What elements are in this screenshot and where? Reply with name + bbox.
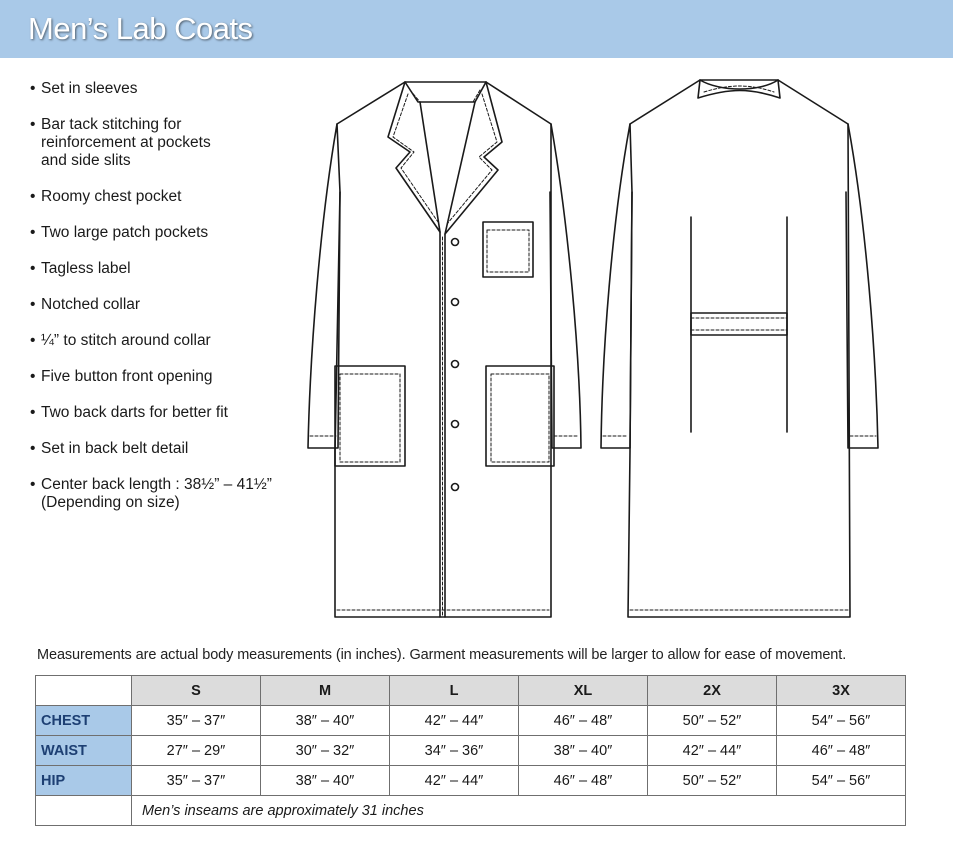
feature-item: • Set in back belt detail — [30, 440, 330, 458]
feature-list — [30, 80, 330, 530]
table-cell: 34″ – 36″ — [390, 736, 519, 766]
size-col-3x: 3X — [777, 676, 906, 706]
inseam-note: Men’s inseams are approximately 31 inches — [132, 796, 906, 826]
table-corner-cell — [36, 676, 132, 706]
size-col-s: S — [132, 676, 261, 706]
table-row — [36, 766, 906, 796]
size-col-l: L — [390, 676, 519, 706]
table-cell: 38″ – 40″ — [519, 736, 648, 766]
table-cell: 30″ – 32″ — [261, 736, 390, 766]
feature-item: • Five button front opening — [30, 368, 330, 386]
feature-item: • Two back darts for better fit — [30, 404, 330, 422]
table-cell: 50″ – 52″ — [648, 706, 777, 736]
table-cell: 38″ – 40″ — [261, 706, 390, 736]
lab-coat-illustration — [300, 72, 890, 632]
feature-item: • Center back length : 38½” – 41½” (Depending on size) — [30, 476, 330, 512]
size-col-xl: XL — [519, 676, 648, 706]
table-cell: 38″ – 40″ — [261, 766, 390, 796]
table-cell: 46″ – 48″ — [519, 766, 648, 796]
feature-item: • Bar tack stitching for reinforcement at pockets and side slits — [30, 116, 330, 170]
table-cell: 42″ – 44″ — [390, 766, 519, 796]
back-view-drawing — [601, 80, 878, 617]
size-col-m: M — [261, 676, 390, 706]
table-cell: 35″ – 37″ — [132, 706, 261, 736]
table-cell: 42″ – 44″ — [390, 706, 519, 736]
feature-item: • Notched collar — [30, 296, 330, 314]
page-title: Men’s Lab Coats — [28, 11, 253, 46]
table-cell: 42″ – 44″ — [648, 736, 777, 766]
inseam-blank-cell — [36, 796, 132, 826]
table-cell: 35″ – 37″ — [132, 766, 261, 796]
table-row — [36, 706, 906, 736]
size-header-row — [36, 676, 906, 706]
feature-item: • ¼” to stitch around collar — [30, 332, 330, 350]
feature-item: • Set in sleeves — [30, 80, 330, 98]
row-label-hip: HIP — [36, 766, 132, 796]
row-label-waist: WAIST — [36, 736, 132, 766]
feature-item: • Tagless label — [30, 260, 330, 278]
measurement-note: Measurements are actual body measurements (in inches). Garment measurements will be larger to allow for ease of movement. — [37, 647, 847, 663]
size-col-2x: 2X — [648, 676, 777, 706]
size-chart-table — [35, 675, 906, 826]
table-cell: 54″ – 56″ — [777, 766, 906, 796]
feature-item: • Roomy chest pocket — [30, 188, 330, 206]
table-row — [36, 736, 906, 766]
table-cell: 46″ – 48″ — [777, 736, 906, 766]
front-view-drawing — [308, 82, 581, 617]
table-cell: 27″ – 29″ — [132, 736, 261, 766]
row-label-chest: CHEST — [36, 706, 132, 736]
table-cell: 50″ – 52″ — [648, 766, 777, 796]
table-cell: 46″ – 48″ — [519, 706, 648, 736]
feature-item: • Two large patch pockets — [30, 224, 330, 242]
table-cell: 54″ – 56″ — [777, 706, 906, 736]
header-banner — [0, 0, 953, 58]
inseam-row — [36, 796, 906, 826]
